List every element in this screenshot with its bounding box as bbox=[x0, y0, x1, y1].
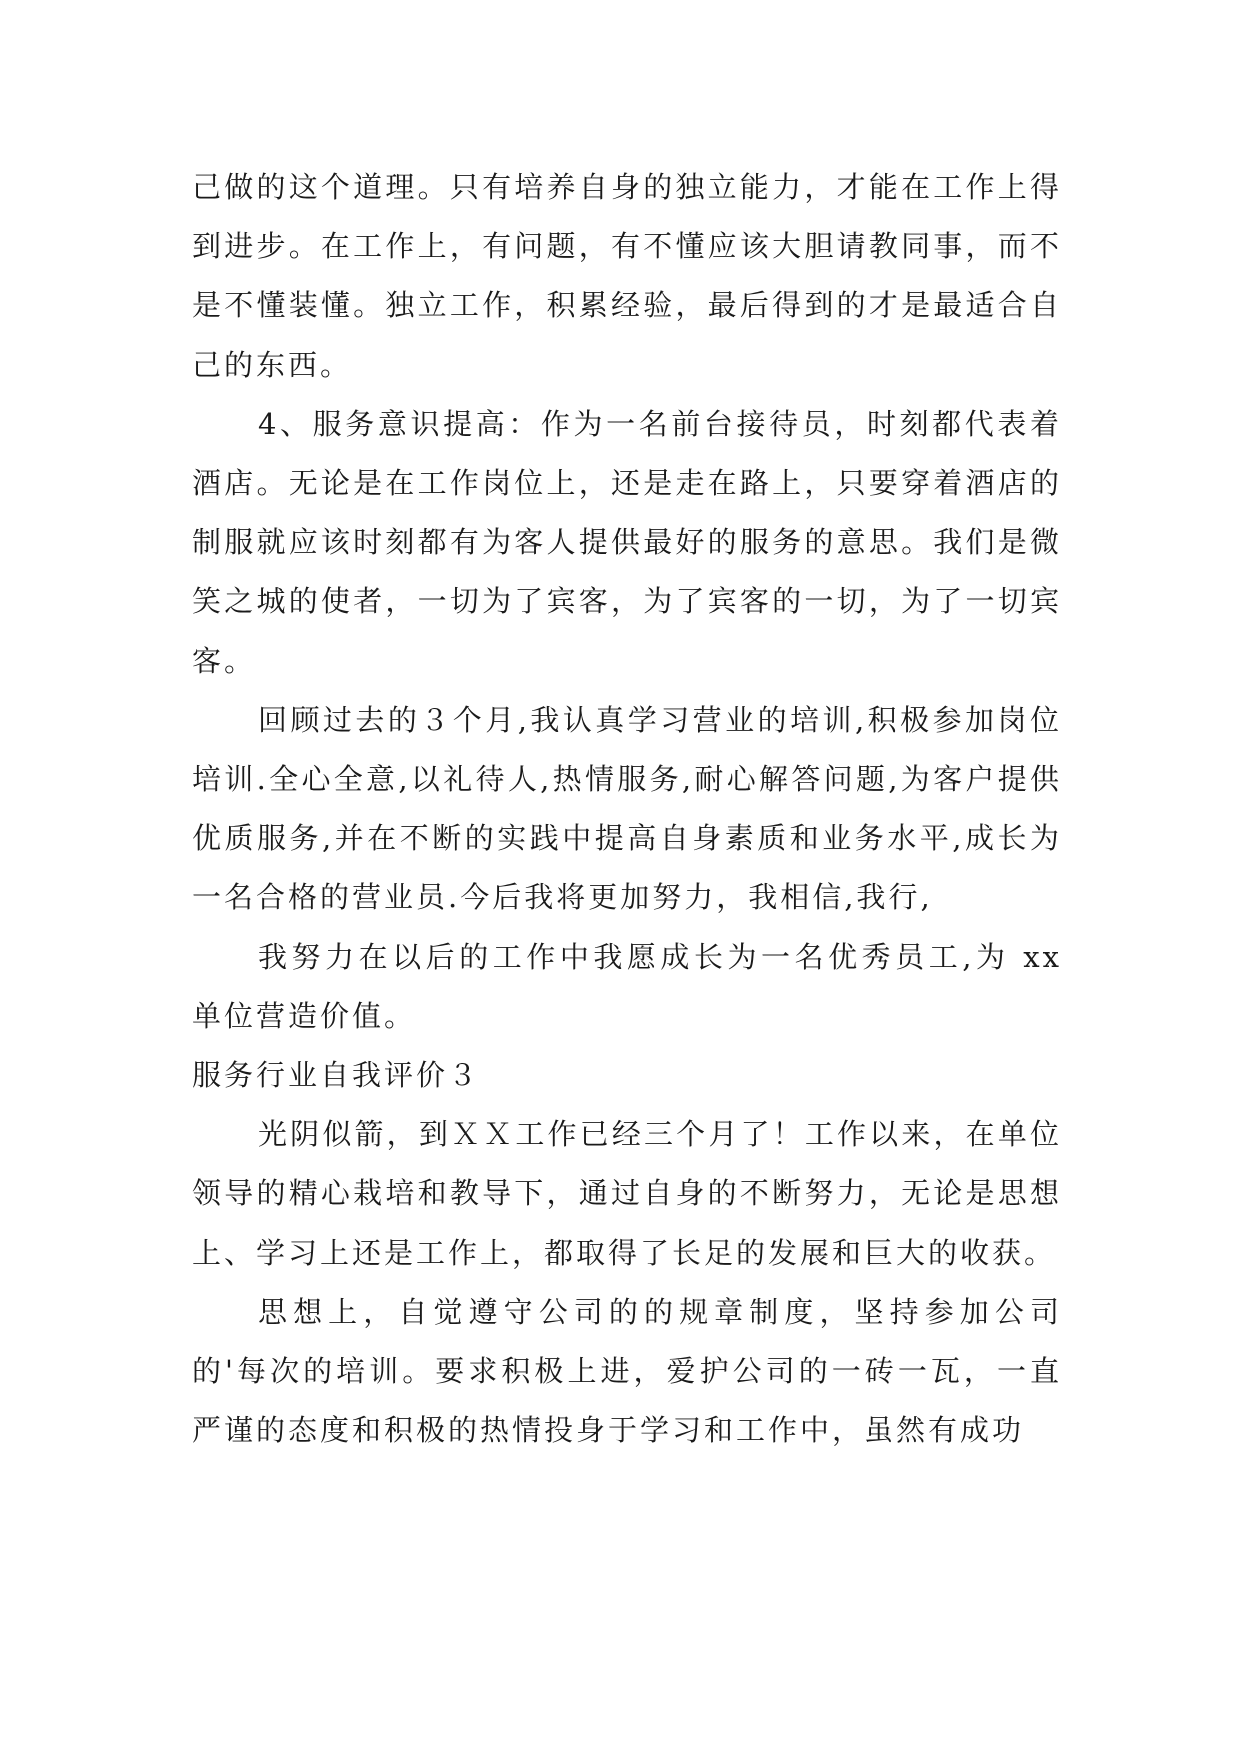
paragraph-time-flies: 光阴似箭，到ＸＸ工作已经三个月了！工作以来，在单位领导的精心栽培和教导下，通过自身的不断努力，无论是思想上、学习上还是工作上，都取得了长足的发展和巨大的收获。 bbox=[192, 1117, 1062, 1270]
paragraph-effort: 我努力在以后的工作中我愿成长为一名优秀员工,为 xx 单位营造价值。 bbox=[192, 939, 1062, 1033]
document-page bbox=[192, 158, 1062, 1460]
section-title: 服务行业自我评价３ bbox=[192, 1058, 481, 1093]
paragraph-review: 回顾过去的３个月,我认真学习营业的培训,积极参加岗位培训.全心全意,以礼待人,热情服务,耐心解答问题,为客户提供优质服务,并在不断的实践中提高自身素质和业务水平,成长为一名合格的营业员.今后我将更加努力，我相信,我行, bbox=[192, 702, 1062, 915]
paragraph-service-awareness: 4、服务意识提高：作为一名前台接待员，时刻都代表着酒店。无论是在工作岗位上，还是走在路上，只要穿着酒店的制服就应该时刻都有为客人提供最好的服务的意思。我们是微笑之城的使者，一切为了宾客，为了宾客的一切，为了一切宾客。 bbox=[192, 406, 1062, 678]
paragraph-continuation: 己做的这个道理。只有培养自身的独立能力，才能在工作上得到进步。在工作上，有问题，有不懂应该大胆请教同事，而不是不懂装懂。独立工作，积累经验，最后得到的才是最适合自己的东西。 bbox=[192, 170, 1062, 382]
paragraph-thought: 思想上，自觉遵守公司的的规章制度，坚持参加公司的'每次的培训。要求积极上进，爱护公司的一砖一瓦，一直严谨的态度和积极的热情投身于学习和工作中，虽然有成功 bbox=[192, 1294, 1062, 1448]
